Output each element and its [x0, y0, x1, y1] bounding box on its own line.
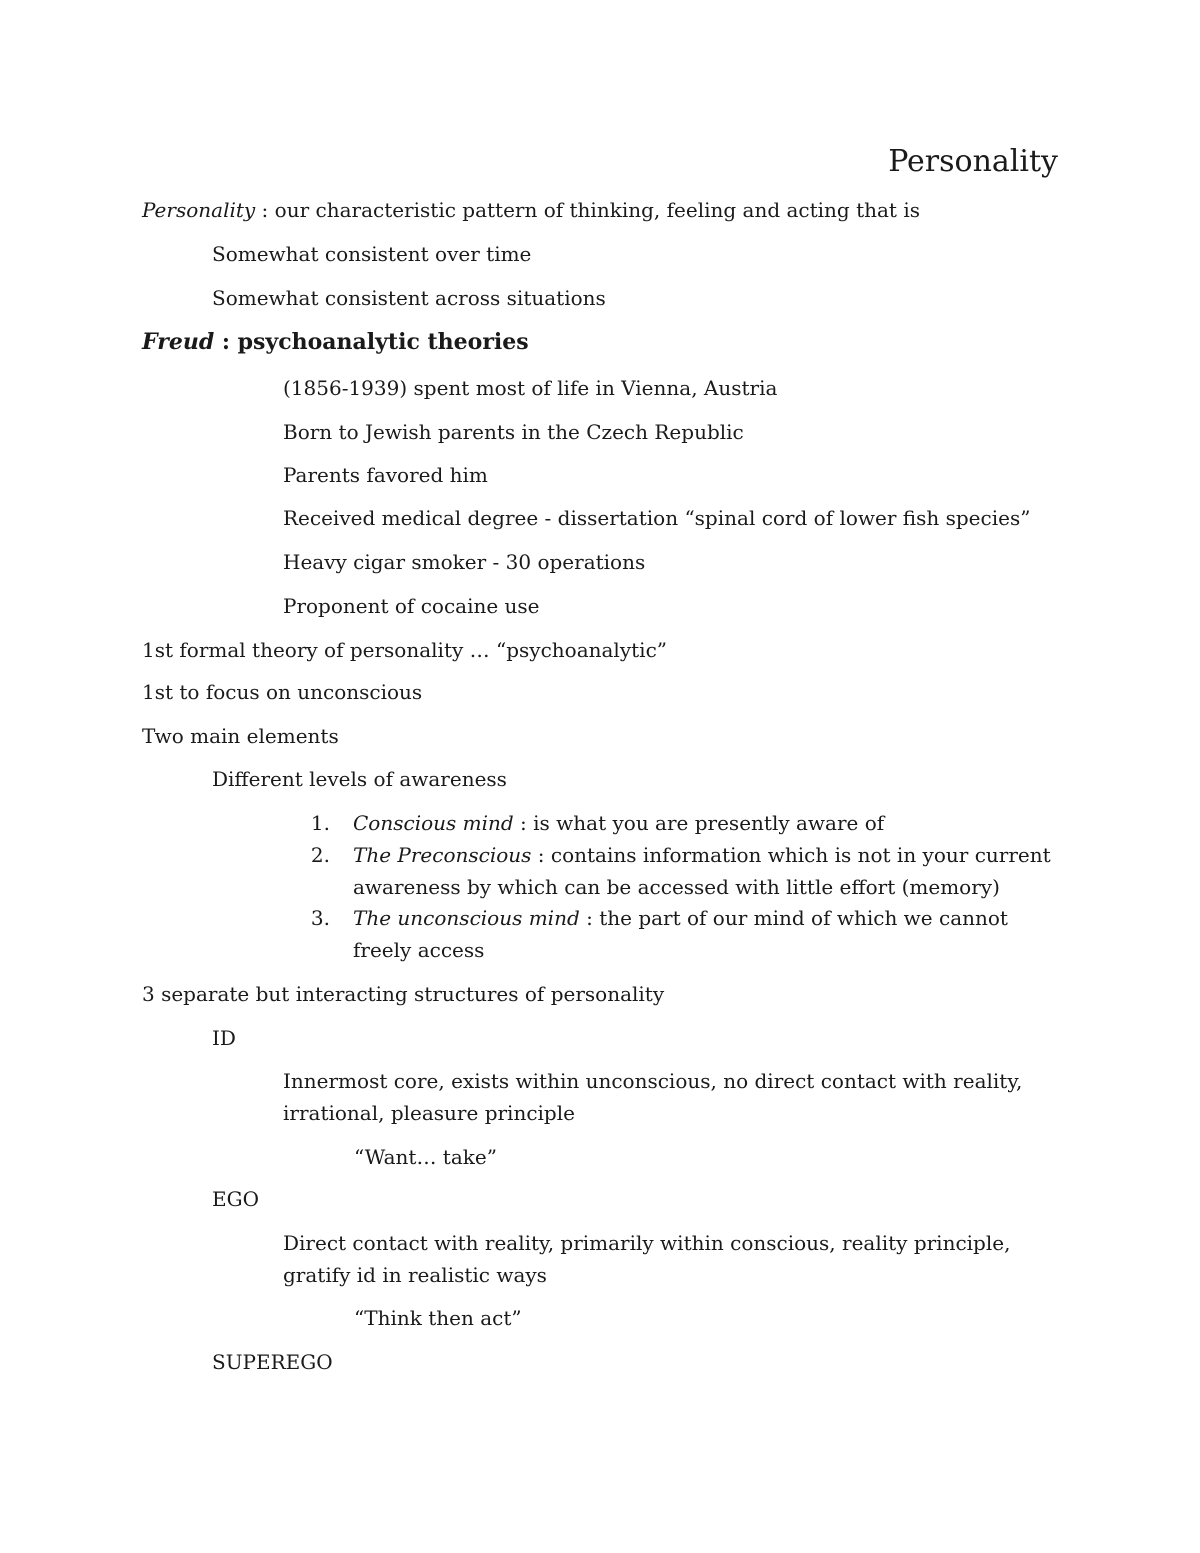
list-number: 1.: [310, 811, 330, 835]
note-line: 1st formal theory of personality … “psychoanalytic”: [142, 638, 667, 662]
ego-description: Direct contact with reality, primarily within conscious, reality principle, gratify id in realistic ways: [283, 1231, 1011, 1287]
note-line: Two main elements: [142, 724, 339, 748]
list-number: 3.: [310, 906, 330, 930]
awareness-separator: :: [531, 843, 551, 867]
awareness-separator: :: [513, 811, 534, 835]
definition-line: [142, 198, 920, 222]
structures-heading: 3 separate but interacting structures of personality: [142, 982, 665, 1006]
awareness-text: contains information which is not in your current awareness by which can be accessed with little effort (memory): [353, 843, 1051, 899]
freud-fact: Born to Jewish parents in the Czech Republic: [283, 420, 744, 444]
superego-label: SUPEREGO: [212, 1350, 333, 1374]
freud-fact: Proponent of cocaine use: [283, 594, 540, 618]
id-description: Innermost core, exists within unconscious, no direct contact with reality, irrational, pleasure principle: [283, 1069, 1023, 1125]
awareness-term: The unconscious mind: [353, 906, 580, 930]
freud-heading-text: psychoanalytic theories: [237, 329, 529, 355]
freud-fact: Parents favored him: [283, 463, 488, 487]
freud-name: Freud: [142, 329, 215, 355]
ego-quote: “Think then act”: [354, 1306, 522, 1330]
ego-label: EGO: [212, 1187, 259, 1211]
awareness-item: [353, 839, 1063, 903]
freud-heading: [142, 330, 529, 354]
list-number: 2.: [310, 843, 330, 867]
awareness-term: Conscious mind: [353, 811, 514, 835]
definition-point: Somewhat consistent across situations: [212, 286, 606, 310]
page-title: Personality: [888, 144, 1058, 179]
id-label: ID: [212, 1026, 236, 1050]
definition-point: Somewhat consistent over time: [212, 242, 532, 266]
definition-text: our characteristic pattern of thinking, feeling and acting that is: [274, 198, 920, 222]
awareness-item: [353, 902, 1063, 966]
id-quote: “Want… take”: [354, 1145, 497, 1169]
awareness-separator: :: [579, 906, 600, 930]
awareness-term: The Preconscious: [353, 843, 532, 867]
awareness-text: the part of our mind of which we cannot freely access: [353, 906, 1008, 962]
awareness-heading: Different levels of awareness: [212, 767, 507, 791]
freud-fact: Heavy cigar smoker - 30 operations: [283, 550, 646, 574]
definition-separator: :: [255, 198, 275, 222]
awareness-item: [353, 811, 884, 835]
freud-fact: Received medical degree - dissertation “spinal cord of lower fish species”: [283, 506, 1031, 530]
freud-separator: :: [214, 329, 238, 355]
definition-term: Personality: [142, 198, 256, 222]
freud-fact: (1856-1939) spent most of life in Vienna, Austria: [283, 376, 778, 400]
note-line: 1st to focus on unconscious: [142, 680, 423, 704]
awareness-text: is what you are presently aware of: [533, 811, 885, 835]
